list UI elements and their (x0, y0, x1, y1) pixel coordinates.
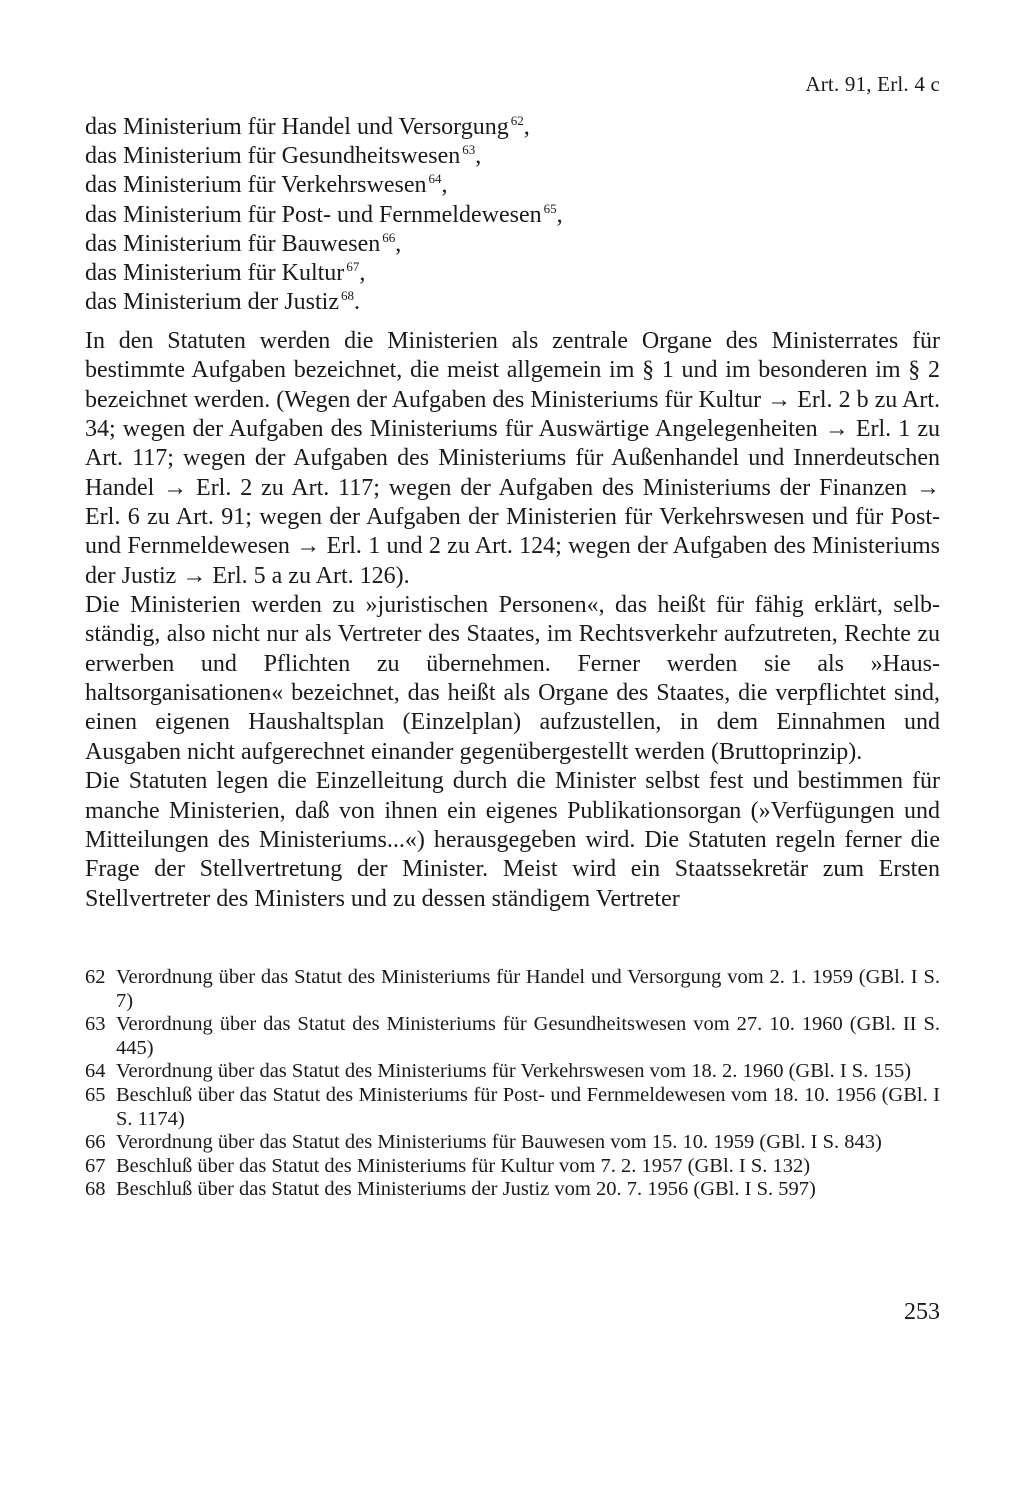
body-text (85, 327, 940, 914)
paragraph-legal-persons: Die Ministerien werden zu »juristischen Personen«, das heißt für fähig erklärt, selbständig, also nicht nur als Vertreter des Staates, im Rechtsverkehr aufzutreten, Rechte zu erwerben und Pflichten zu übernehmen. Ferner werden sie als »Haushaltsorganisationen« bezeichnet, das heißt als Organe des Staates, die verpflichtet sind, einen eigenen Haushaltsplan (Einzelplan) aufzustellen, in dem Einnahmen und Ausgaben nicht aufgerechnet einander gegenübergestellt werden (Bruttoprinzip). (85, 592, 940, 765)
footnote-number: 68 (85, 1178, 106, 1201)
ministry-list (85, 113, 940, 317)
footnote-text: Beschluß über das Statut des Ministeriums für Post- und Fernmeldewesen vom 18. 10. 1956 (GBl. I S. 1174) (116, 1083, 940, 1130)
footnote-number: 64 (85, 1060, 106, 1083)
footnote-text: Verordnung über das Statut des Ministeriums für Handel und Versorgung vom 2. 1. 1959 (GBl. I S. 7) (116, 966, 940, 1012)
footnote-ref[interactable]: 64 (428, 171, 442, 187)
footnote-text: Verordnung über das Statut des Ministeriums für Verkehrswesen vom 18. 2. 1960 (GBl. I S. 155) (116, 1060, 912, 1083)
footnote-number: 65 (85, 1083, 106, 1106)
footnote (85, 1155, 940, 1179)
footnote (85, 1084, 940, 1131)
footnote-ref[interactable]: 66 (382, 229, 396, 245)
footnote-ref[interactable]: 67 (346, 259, 360, 275)
paragraph-leadership: Die Statuten legen die Einzelleitung durch die Minister selbst fest und bestimmen für manche Ministerien, daß von ihnen ein eigenes Publikationsorgan (»Verfügungen und Mitteilungen des Ministeriums...«) herausgegeben wird. Die Statuten regeln ferner die Frage der Stellvertretung der Minister. Meist wird ein Staatssekretär zum Ersten Stellvertreter des Ministers und zu dessen ständigem Vertreter (85, 768, 940, 912)
footnote-ref[interactable]: 62 (510, 113, 524, 128)
ministry-item: das Ministerium der Justiz $^{68}$. (85, 288, 360, 316)
ministry-item: das Ministerium für Post- und Fernmeldewesen $^{65}$, (85, 200, 563, 228)
footnote (85, 1013, 940, 1060)
footnote-number: 63 (85, 1013, 106, 1036)
ministry-item: das Ministerium für Handel und Versorgung $^{62}$, (85, 113, 530, 140)
footnote-ref[interactable]: 68 (340, 288, 354, 304)
footnote-ref[interactable]: 63 (462, 142, 476, 158)
ministry-item: das Ministerium für Verkehrswesen $^{64}$, (85, 171, 448, 199)
ministry-item: das Ministerium für Bauwesen $^{66}$, (85, 229, 402, 257)
footnote-number: 67 (85, 1154, 106, 1177)
footnote-text: Beschluß über das Statut des Ministeriums für Kultur vom 7. 2. 1957 (GBl. I S. 132) (116, 1154, 811, 1177)
paragraph-statutes-tasks: In den Statuten werden die Ministerien als zentrale Organe des Ministerrates für bestimmte Aufgaben bezeichnet, die meist allgemein im § 1 und im besonderen im § 2 bezeichnet werden. (Wegen der Aufgaben des Ministeriums für Kultur → Erl. 2 b zu Art. 34; wegen der Aufgaben des Ministeriums für Auswärtige Angelegenheiten → Erl. 1 zu Art. 117; wegen der Aufgaben des Ministeriums für Außenhandel und Innerdeutschen Handel → Erl. 2 zu Art. 117; wegen der Aufgaben des Ministeriums der Finanzen → Erl. 6 zu Art. 91; wegen der Aufgaben der Ministerien für Verkehrswesen und für Post- und Fernmeldewesen → Erl. 1 und 2 zu Art. 124; wegen der Aufgaben des Ministeriums der Justiz → Erl. 5 a zu Art. 126). (85, 328, 940, 589)
footnote-number: 66 (85, 1131, 106, 1154)
page-number: 253 (904, 1299, 940, 1325)
footnote-number: 62 (85, 966, 106, 988)
footnote-ref[interactable]: 65 (543, 200, 557, 216)
footnotes (85, 966, 940, 1202)
footnote (85, 1131, 940, 1155)
footnote-text: Verordnung über das Statut des Ministeriums für Gesundheitswesen vom 27. 10. 1960 (GBl. II S. 445) (116, 1013, 940, 1059)
footnote-text: Beschluß über das Statut des Ministeriums der Justiz vom 20. 7. 1956 (GBl. I S. 597) (116, 1178, 816, 1201)
footnote (85, 966, 940, 1013)
footnote (85, 1178, 940, 1202)
footnote-text: Verordnung über das Statut des Ministeriums für Bauwesen vom 15. 10. 1959 (GBl. I S. 843) (116, 1131, 882, 1154)
running-head: Art. 91, Erl. 4 c (805, 72, 940, 96)
ministry-item: das Ministerium für Kultur $^{67}$, (85, 259, 366, 287)
ministry-item: das Ministerium für Gesundheitswesen $^{63}$, (85, 142, 482, 170)
footnote (85, 1060, 940, 1084)
